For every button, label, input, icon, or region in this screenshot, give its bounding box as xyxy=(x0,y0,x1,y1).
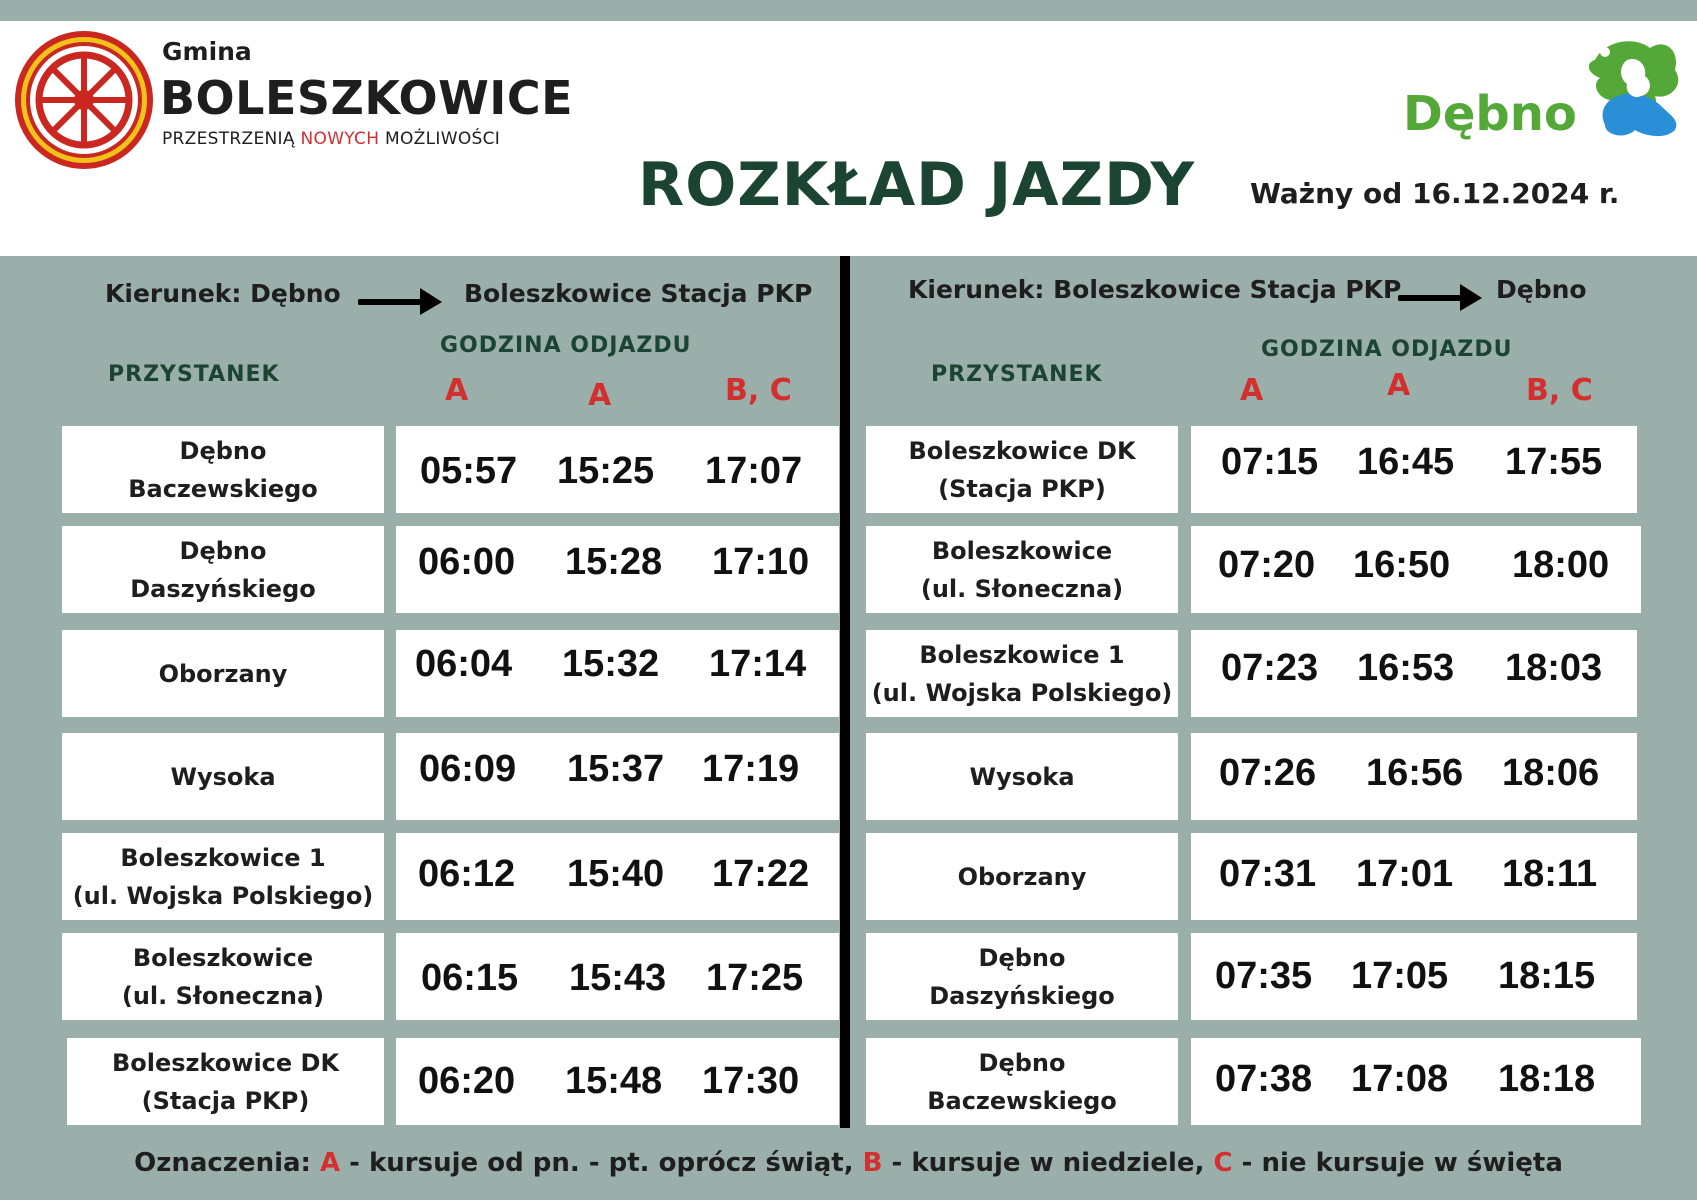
tagline-part1: PRZESTRZENIĄ xyxy=(162,129,301,149)
legend-a-text: - kursuje od pn. - pt. oprócz świąt, xyxy=(340,1148,863,1178)
right-direction-to: Dębno xyxy=(1496,275,1587,304)
left-departure-header: GODZINA ODJAZDU xyxy=(440,333,692,358)
time-cell: 17:14 xyxy=(709,643,807,685)
time-cell: 17:19 xyxy=(702,748,800,790)
stop-line2: (ul. Słoneczna) xyxy=(121,981,325,1010)
time-cell: 18:06 xyxy=(1502,752,1600,794)
time-cell: 17:22 xyxy=(712,853,810,895)
gmina-name: BOLESZKOWICE xyxy=(160,71,574,125)
stop-name xyxy=(62,630,384,717)
left-col-code-3: B, C xyxy=(725,373,792,408)
left-stop-header: PRZYSTANEK xyxy=(108,362,280,387)
time-cell: 06:20 xyxy=(418,1060,516,1102)
stop-name xyxy=(62,933,384,1020)
time-cell: 07:20 xyxy=(1218,544,1316,586)
stop-line2: Daszyńskiego xyxy=(929,981,1115,1010)
right-direction-from: Kierunek: Boleszkowice Stacja PKP xyxy=(908,275,1402,304)
stop-name xyxy=(866,630,1178,717)
stop-name xyxy=(866,833,1178,920)
stop-line2: (Stacja PKP) xyxy=(141,1086,310,1115)
right-stop-header: PRZYSTANEK xyxy=(931,362,1103,387)
left-direction-from: Kierunek: Dębno xyxy=(105,279,341,308)
tagline-part3: MOŻLIWOŚCI xyxy=(379,129,501,149)
time-cell: 15:32 xyxy=(562,643,660,685)
time-cell: 06:04 xyxy=(415,643,513,685)
legend xyxy=(0,1148,1697,1178)
stop-line1: Oborzany xyxy=(158,659,288,688)
time-cell: 07:26 xyxy=(1219,752,1317,794)
time-cell: 17:55 xyxy=(1505,441,1603,483)
time-cell: 05:57 xyxy=(420,450,518,492)
time-cell: 18:00 xyxy=(1512,544,1610,586)
time-cell: 06:09 xyxy=(419,748,517,790)
stop-line1: Dębno xyxy=(179,536,267,565)
time-cell: 16:56 xyxy=(1366,752,1464,794)
time-cell: 18:11 xyxy=(1502,853,1598,895)
time-cell: 06:12 xyxy=(418,853,516,895)
time-cell: 07:31 xyxy=(1219,853,1317,895)
time-cell: 17:05 xyxy=(1351,955,1449,997)
time-cell: 07:23 xyxy=(1221,647,1319,689)
time-cell: 06:15 xyxy=(421,957,519,999)
time-cell: 15:43 xyxy=(569,957,667,999)
stop-name xyxy=(866,733,1178,820)
time-cell: 15:48 xyxy=(565,1060,663,1102)
stop-name xyxy=(866,933,1178,1020)
time-cell: 15:37 xyxy=(567,748,665,790)
stop-line2: Daszyńskiego xyxy=(130,574,316,603)
legend-c-code: C xyxy=(1213,1148,1233,1178)
time-cell: 17:08 xyxy=(1351,1058,1449,1100)
time-cell: 16:53 xyxy=(1357,647,1455,689)
stop-line2: Baczewskiego xyxy=(128,474,318,503)
stop-line1: Wysoka xyxy=(969,762,1075,791)
stop-line1: Dębno xyxy=(978,943,1066,972)
page-title: ROZKŁAD JAZDY xyxy=(638,150,1196,220)
right-col-code-3: B, C xyxy=(1526,373,1593,408)
stop-line2: (Stacja PKP) xyxy=(938,474,1106,503)
stop-name xyxy=(62,833,384,920)
stop-name xyxy=(67,1038,384,1125)
right-col-code-2: A xyxy=(1387,368,1411,403)
stop-name xyxy=(866,1038,1178,1125)
right-col-code-1: A xyxy=(1240,373,1264,408)
time-cell: 16:45 xyxy=(1357,441,1455,483)
legend-b-code: B xyxy=(862,1148,883,1178)
time-cell: 07:35 xyxy=(1215,955,1313,997)
time-cell: 18:15 xyxy=(1498,955,1596,997)
tagline-part2: NOWYCH xyxy=(300,129,380,149)
time-cell: 16:50 xyxy=(1353,544,1451,586)
stop-line1: Boleszkowice 1 xyxy=(120,843,326,872)
time-cell: 15:40 xyxy=(567,853,665,895)
stop-line1: Boleszkowice DK xyxy=(111,1048,340,1077)
right-arrow-icon xyxy=(1398,282,1484,312)
stop-line2: (ul. Wojska Polskiego) xyxy=(72,881,374,910)
right-departure-header: GODZINA ODJAZDU xyxy=(1261,337,1513,362)
time-cell: 17:25 xyxy=(706,957,804,999)
left-direction-to: Boleszkowice Stacja PKP xyxy=(464,279,813,308)
time-cell: 07:15 xyxy=(1221,441,1319,483)
validity-date: Ważny od 16.12.2024 r. xyxy=(1250,177,1620,210)
time-cell: 17:01 xyxy=(1356,853,1454,895)
stop-line2: (ul. Wojska Polskiego) xyxy=(871,678,1173,707)
column-divider xyxy=(840,256,850,1128)
time-cell: 15:28 xyxy=(565,541,663,583)
stop-line1: Oborzany xyxy=(957,862,1087,891)
stop-line1: Boleszkowice xyxy=(931,536,1113,565)
stop-name xyxy=(866,426,1178,513)
stop-line1: Dębno xyxy=(978,1048,1066,1077)
time-cell: 17:07 xyxy=(705,450,803,492)
stop-line1: Boleszkowice xyxy=(132,943,314,972)
legend-a-code: A xyxy=(319,1148,341,1178)
gmina-label: Gmina xyxy=(162,37,252,66)
stop-line1: Dębno xyxy=(179,436,267,465)
right-arrow-icon xyxy=(358,286,444,316)
time-cell: 18:03 xyxy=(1505,647,1603,689)
stop-line1: Boleszkowice DK xyxy=(908,436,1136,465)
time-cell: 17:10 xyxy=(712,541,810,583)
stop-name xyxy=(62,733,384,820)
stop-name xyxy=(866,526,1178,613)
time-cell: 07:38 xyxy=(1215,1058,1313,1100)
time-cell: 06:00 xyxy=(418,541,516,583)
stop-line1: Boleszkowice 1 xyxy=(919,640,1125,669)
debno-logo-text: Dębno xyxy=(1403,86,1577,142)
gmina-tagline xyxy=(162,129,500,149)
time-cell: 17:30 xyxy=(702,1060,800,1102)
legend-prefix: Oznaczenia: xyxy=(134,1148,320,1178)
time-cell: 15:25 xyxy=(557,450,655,492)
stop-name xyxy=(62,526,384,613)
stop-line2: Baczewskiego xyxy=(927,1086,1117,1115)
stop-line1: Wysoka xyxy=(170,762,276,791)
time-cell: 18:18 xyxy=(1498,1058,1596,1100)
stop-line2: (ul. Słoneczna) xyxy=(920,574,1124,603)
debno-griffin-logo xyxy=(1575,30,1687,142)
stop-name xyxy=(62,426,384,513)
left-col-code-2: A xyxy=(588,378,612,413)
boleszkowice-coat-of-arms xyxy=(14,30,154,170)
left-col-code-1: A xyxy=(445,373,469,408)
legend-c-text: - nie kursuje w święta xyxy=(1232,1148,1563,1178)
legend-b-text: - kursuje w niedziele, xyxy=(882,1148,1214,1178)
